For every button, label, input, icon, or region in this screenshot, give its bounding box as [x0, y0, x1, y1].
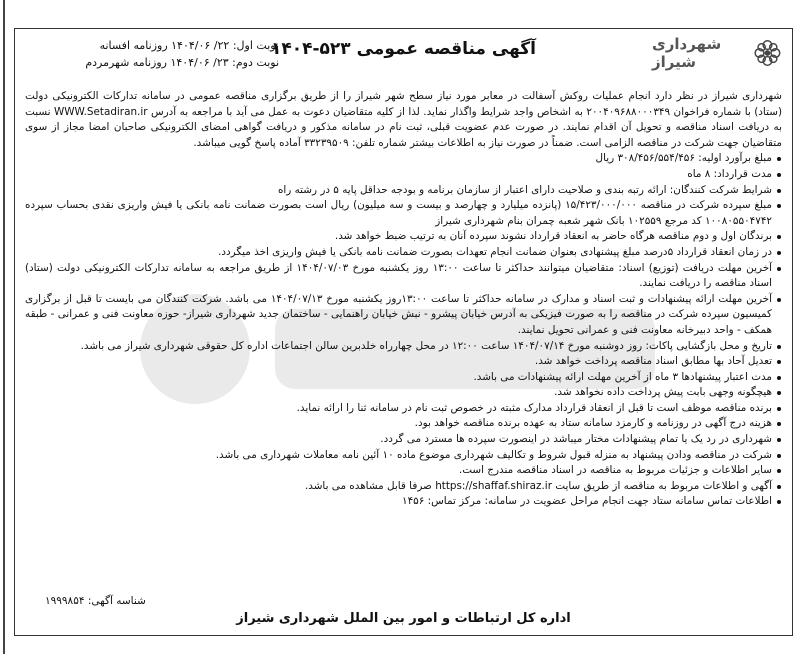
- list-item: برندگان اول و دوم مناقصه هرگاه حاضر به انعقاد قرارداد نشوند سپرده آنان به ترتیب ضبط خواهد شد.: [25, 229, 782, 245]
- publication-turns: [39, 37, 279, 71]
- ad-identifier: شناسه آگهی: ۱۹۹۹۸۵۴: [45, 595, 146, 607]
- list-item: هیچگونه وجهی بابت پیش پرداخت داده نخواهد شد.: [25, 385, 782, 401]
- list-item: مبلغ برآورد اولیه: ۳۰۸/۴۵۶/۵۵۴/۴۵۶ ریال: [25, 151, 782, 167]
- list-item: شهرداری در رد یک یا تمام پیشنهادات مختار میباشد در اینصورت سپرده ها مسترد می گردد.: [25, 432, 782, 448]
- first-publication: نوبت اول: ۲۲/ ۱۴۰۴/۰۶ روزنامه افسانه: [99, 39, 279, 52]
- logo-text: شهرداری شیراز: [652, 35, 722, 71]
- list-item: آگهی و اطلاعات مربوط به مناقصه از طریق سایت https://shaffaf.shiraz.ir صرفا قابل مشاهده می باشد.: [25, 479, 782, 495]
- second-publication: نوبت دوم: ۲۳/ ۱۴۰۴/۰۶ روزنامه شهرمردم: [85, 56, 279, 69]
- list-item: تاریخ و محل بازگشایی پاکات: روز دوشنبه مورخ ۱۴۰۴/۰۷/۱۴ ساعت ۱۲:۰۰ در محل چهارراه خلدبرین سالن اجتماعات اداره کل حقوقی شهرداری شیراز می باشد.: [25, 339, 782, 355]
- tender-notice: [14, 28, 793, 636]
- notice-body: [25, 89, 782, 510]
- list-item: در زمان انعقاد قرارداد ۵درصد مبلغ پیشنهادی بعنوان ضمانت انجام تعهدات بصورت ضمانت نامه بانکی یا فیش واریزی اخذ میگردد.: [25, 245, 782, 261]
- list-item: مدت اعتبار پیشنهادها ۳ ماه از آخرین مهلت ارائه پیشنهادات می باشد.: [25, 370, 782, 386]
- list-item: تعدیل آحاد بها مطابق اسناد مناقصه پرداخت خواهد شد.: [25, 354, 782, 370]
- list-item: شرکت در مناقصه ودادن پیشنهاد به منزله قبول شروط و تکالیف شهرداری موضوع ماده ۱۰ آئین نامه معاملات شهرداری می باشد.: [25, 448, 782, 464]
- notice-header: [15, 29, 792, 81]
- page-edge-rule: [3, 0, 5, 654]
- list-item: هزینه درج آگهی در روزنامه و کارمزد سامانه ستاد به عهده برنده مناقصه خواهد بود.: [25, 416, 782, 432]
- list-item: شرایط شرکت کنندگان: ارائه رتبه بندی و صلاحیت دارای اعتبار از سازمان برنامه و بودجه حداقل پایه ۵ در رشته راه: [25, 183, 782, 199]
- list-item: آخرین مهلت دریافت (توزیع) اسناد: متقاضیان میتوانند حداکثر تا ساعت ۱۳:۰۰ روز یکشنبه مورخ ۱۴۰۴/۰۷/۰۳ از طریق مراجعه به سامانه تدارکات الکترونیکی دولت (ستاد) اسناد مناقصه را دریافت نمایند.: [25, 261, 782, 292]
- list-item: آخرین مهلت ارائه پیشنهادات و ثبت اسناد و مدارک در سامانه حداکثر تا ساعت ۱۳:۰۰روز یکشنبه مورخ ۱۴۰۴/۰۷/۱۳ می باشد. شرکت کنندگان می بایست تا قبل از برگزاری کمیسیون سپرده شرکت در مناقصه را به صورت فیزیکی به آدرس خیابان پیشرو - نبش خیابان راهنمایی - ساختمان جدید شهرداری شیراز- حوزه معاونت فنی و عمرانی - طبقه همکف - واحد دبیرخانه معاونت فنی و عمرانی تحویل نمایند.: [25, 292, 782, 339]
- issuer-footer: اداره کل ارتباطات و امور بین الملل شهرداری شیراز: [236, 611, 571, 626]
- list-item: اطلاعات تماس سامانه ستاد جهت انجام مراحل عضویت در سامانه: مرکز تماس: ۱۴۵۶: [25, 494, 782, 510]
- notice-title: آگهی مناقصه عمومی ۵۲۳-۱۴۰۴: [270, 39, 537, 59]
- list-item: برنده مناقصه موظف است تا قبل از انعقاد قرارداد مدارک مثبته در خصوص ثبت نام در سامانه ثنا را ارائه نماید.: [25, 401, 782, 417]
- list-item: مدت قرارداد: ۸ ماه: [25, 167, 782, 183]
- list-item: مبلغ سپرده شرکت در مناقصه ۱۵/۴۲۳/۰۰۰/۰۰۰ (پانزده میلیارد و چهارصد و بیست و سه میلیون) ریال است بصورت ضمانت نامه بانکی یا فیش واریزی نقدی بحساب سپرده ۱۰۰۸۰۵۵۰۴۷۴۲ کد مرجع ۱۰۲۵۵۹ بانک شهر شعبه چمران بنام شهرداری شیراز: [25, 198, 782, 229]
- intro-paragraph: شهرداری شیراز در نظر دارد انجام عملیات روکش آسفالت در معابر مورد نیاز سطح شهر شیراز را از طریق برگزاری مناقصه عمومی در سامانه تدارکات الکترونیکی دولت (ستاد) با شماره فراخوان ۲۰۰۴۰۹۶۸۸۰۰۰۳۴۹ به اشخاص واجد شرایط واگذار نماید. لذا از کلیه متقاضیان دعوت به عمل می آید با مراجعه به آدرس WWW.Setadiran.ir نسبت به دریافت اسناد مناقصه و تحویل آن اقدام نمایند. در صورت عدم عضویت قبلی، ثبت نام در سامانه مذکور و دریافت گواهی امضای الکترونیکی صاحبان امضا مجاز از سوی متقاضیان جهت شرکت در مناقصه الزامی است. ضمناً در صورت نیاز به اطلاعات بیشتر شماره تلفن: ۳۳۲۳۹۵۰۹ آماده پاسخ گویی میباشد.: [25, 90, 782, 149]
- conditions-list: [25, 151, 782, 510]
- list-item: سایر اطلاعات و جزئیات مربوط به مناقصه در اسناد مناقصه مندرج است.: [25, 463, 782, 479]
